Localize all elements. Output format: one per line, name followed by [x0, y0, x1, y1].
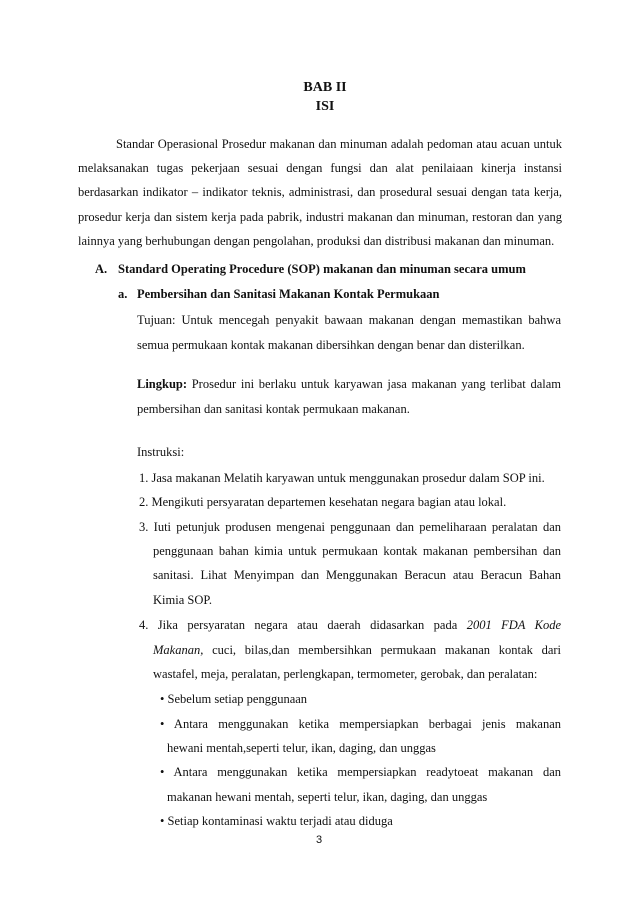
chapter-title: ISI [315, 99, 335, 114]
instruction-4-italic-2: Makanan, [153, 643, 204, 657]
section-a-marker: A. [95, 262, 108, 276]
subsection-a-marker: a. [118, 287, 128, 301]
instruction-4-line-3: wastafel, meja, peralatan, perlengkapan, termometer, gerobak, dan peralatan: [153, 667, 538, 681]
tujuan-line-1 [137, 313, 561, 328]
tujuan-line-2: semua permukaan kontak makanan dibersihkan dengan benar dan disterilkan. [137, 338, 525, 352]
bullet-3-text-1: • Antara menggunakan ketika mempersiapkan readytoeat makanan dan [160, 765, 561, 779]
lingkup-label: Lingkup: [137, 377, 188, 391]
instruction-3-text-3: sanitasi. Lihat Menyimpan dan Menggunakan Beracun atau Beracun Bahan [153, 568, 561, 582]
section-a-title: Standard Operating Procedure (SOP) makanan dan minuman secara umum [118, 262, 526, 276]
instruction-3-line-3 [153, 568, 561, 583]
instruction-3-line-2 [153, 544, 561, 559]
instruction-3-text-1: 3. Iuti petunjuk produsen mengenai penggunaan dan pemeliharaan peralatan dan [139, 520, 561, 534]
lingkup-text-1: Prosedur ini berlaku untuk karyawan jasa makanan yang terlibat dalam [191, 377, 561, 391]
instruction-4-text-2: cuci, bilas,dan membersihkan permukaan makanan kontak dari [212, 643, 561, 657]
tujuan-label: Tujuan: [137, 313, 176, 327]
instruction-1: 1. Jasa makanan Melatih karyawan untuk menggunakan prosedur dalam SOP ini. [139, 471, 545, 485]
intro-paragraph: Standar Operasional Prosedur makanan dan minuman adalah pedoman atau acuan untuk melaksanakan tugas pekerjaan sesuai dengan fungsi dan alat penilaiaan kinerja instansi berdasarkan indikator – indikator teknis, administrasi, dan prosedural sesuai dengan tata kerja, prosedur kerja dan sistem kerja pada pabrik, industri makanan dan minuman, restoran dan yang lainnya yang berhubungan dengan pengolahan, produksi dan distribusi makanan dan minuman. [78, 137, 562, 248]
instruction-3-text-2: penggunaan bahan kimia untuk permukaan kontak makanan pembersihan dan [153, 544, 561, 558]
chapter-number: BAB II [303, 80, 347, 95]
instruction-4-text-1: 4. Jika persyaratan negara atau daerah didasarkan pada [139, 618, 458, 632]
instruction-3-line-4: Kimia SOP. [153, 593, 213, 607]
instruction-4-line-1 [139, 618, 561, 633]
instruction-2: 2. Mengikuti persyaratan departemen kesehatan negara bagian atau lokal. [139, 495, 507, 509]
bullet-1: • Sebelum setiap penggunaan [160, 692, 308, 706]
bullet-2-line-2: hewani mentah,seperti telur, ikan, daging, dan unggas [167, 741, 436, 755]
lingkup-line-1 [137, 377, 561, 392]
instruction-3-line-1 [139, 520, 561, 535]
bullet-2-line-1 [160, 717, 561, 732]
lingkup-line-2: pembersihan dan sanitasi kontak permukaan makanan. [137, 402, 410, 416]
bullet-2-text-1: • Antara menggunakan ketika mempersiapkan berbagai jenis makanan [160, 717, 561, 731]
page-number: 3 [315, 834, 323, 846]
tujuan-text-1: Untuk mencegah penyakit bawaan makanan dengan memastikan bahwa [181, 313, 562, 327]
bullet-4: • Setiap kontaminasi waktu terjadi atau diduga [160, 814, 393, 828]
instruction-4-line-2 [153, 643, 561, 658]
bullet-3-line-2: makanan hewani mentah, seperti telur, ikan, daging, dan unggas [167, 790, 488, 804]
instruksi-label: Instruksi: [137, 445, 185, 459]
instruction-4-italic-1: 2001 FDA Kode [466, 618, 562, 632]
bullet-3-line-1 [160, 765, 561, 780]
subsection-a-title: Pembersihan dan Sanitasi Makanan Kontak Permukaan [137, 287, 440, 301]
